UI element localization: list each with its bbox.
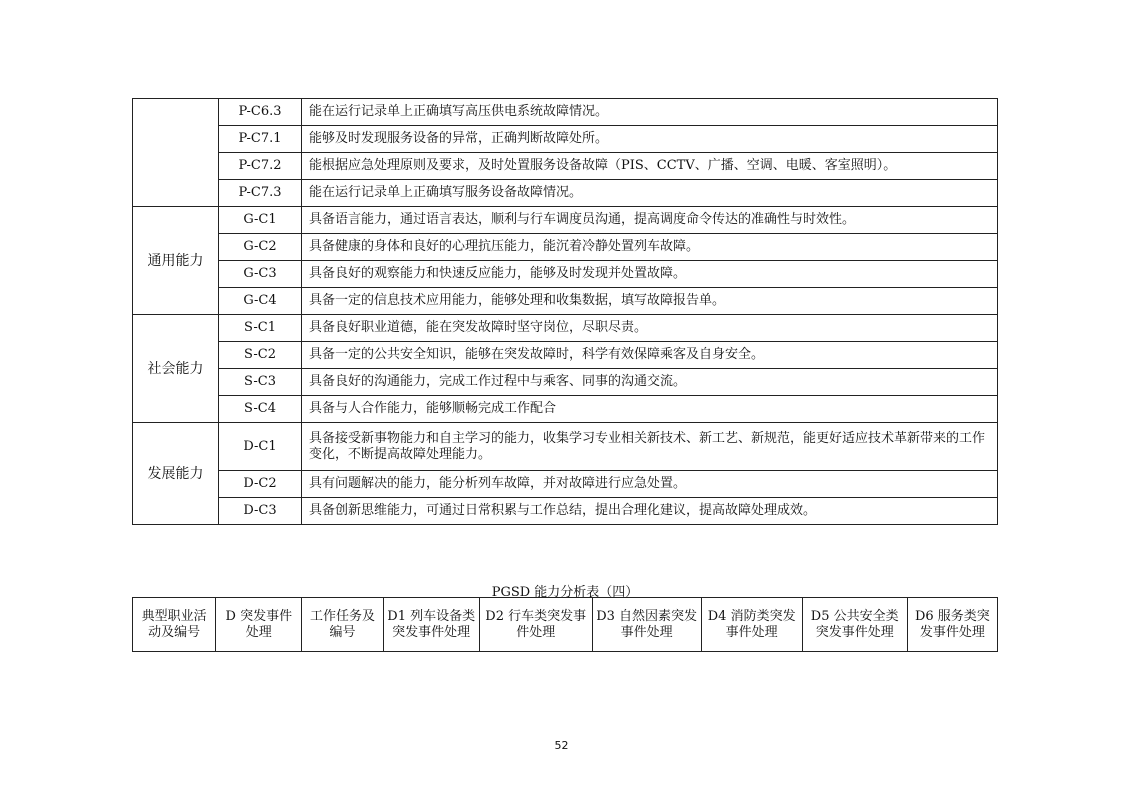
header-cell: D5 公共安全类突发事件处理 xyxy=(802,598,907,652)
description-cell: 具备健康的身体和良好的心理抗压能力，能沉着冷静处置列车故障。 xyxy=(302,234,998,261)
description-cell: 能在运行记录单上正确填写服务设备故障情况。 xyxy=(302,180,998,207)
description-cell: 能根据应急处理原则及要求，及时处置服务设备故障（PIS、CCTV、广播、空调、电暖、客室照明）。 xyxy=(302,153,998,180)
description-cell: 具备创新思维能力，可通过日常积累与工作总结，提出合理化建议，提高故障处理成效。 xyxy=(302,498,998,525)
table-row xyxy=(133,498,998,525)
table-row xyxy=(133,396,998,423)
header-cell: D6 服务类突发事件处理 xyxy=(907,598,997,652)
table-row xyxy=(133,315,998,342)
description-cell: 具备接受新事物能力和自主学习的能力，收集学习专业相关新技术、新工艺、新规范，能更好适应技术革新带来的工作变化，不断提高故障处理能力。 xyxy=(302,423,998,471)
table-row xyxy=(133,288,998,315)
header-cell: D3 自然因素突发事件处理 xyxy=(592,598,701,652)
category-cell-development: 发展能力 xyxy=(133,423,219,525)
code-cell: G-C4 xyxy=(219,288,302,315)
table-row xyxy=(133,180,998,207)
header-row xyxy=(133,598,998,652)
code-cell: D-C1 xyxy=(219,423,302,471)
header-cell: 典型职业活动及编号 xyxy=(133,598,216,652)
description-cell: 具备良好的沟通能力，完成工作过程中与乘客、同事的沟通交流。 xyxy=(302,369,998,396)
description-cell: 具备良好的观察能力和快速反应能力，能够及时发现并处置故障。 xyxy=(302,261,998,288)
header-cell: D 突发事件处理 xyxy=(216,598,302,652)
code-cell: G-C3 xyxy=(219,261,302,288)
description-cell: 具备良好职业道德，能在突发故障时坚守岗位，尽职尽责。 xyxy=(302,315,998,342)
category-cell-social: 社会能力 xyxy=(133,315,219,423)
pgsd-analysis-table xyxy=(132,597,998,652)
code-cell: S-C4 xyxy=(219,396,302,423)
description-cell: 具备一定的公共安全知识，能够在突发故障时，科学有效保障乘客及自身安全。 xyxy=(302,342,998,369)
table-row xyxy=(133,342,998,369)
table-row xyxy=(133,153,998,180)
code-cell: S-C2 xyxy=(219,342,302,369)
header-cell: D2 行车类突发事件处理 xyxy=(479,598,592,652)
table-caption: PGSD 能力分析表（四） xyxy=(491,585,639,600)
code-cell: G-C2 xyxy=(219,234,302,261)
table-row xyxy=(133,126,998,153)
table-row xyxy=(133,369,998,396)
code-cell: S-C3 xyxy=(219,369,302,396)
header-cell: D4 消防类突发事件处理 xyxy=(701,598,802,652)
code-cell: D-C2 xyxy=(219,471,302,498)
description-cell: 具备一定的信息技术应用能力，能够处理和收集数据，填写故障报告单。 xyxy=(302,288,998,315)
table-row xyxy=(133,261,998,288)
description-cell: 能够及时发现服务设备的异常，正确判断故障处所。 xyxy=(302,126,998,153)
description-cell: 具备与人合作能力，能够顺畅完成工作配合 xyxy=(302,396,998,423)
category-cell-general: 通用能力 xyxy=(133,207,219,315)
table-row xyxy=(133,207,998,234)
page-number: 52 xyxy=(554,739,569,752)
code-cell: P-C7.3 xyxy=(219,180,302,207)
table-row xyxy=(133,234,998,261)
table-row xyxy=(133,423,998,471)
header-cell: 工作任务及编号 xyxy=(302,598,383,652)
code-cell: P-C7.1 xyxy=(219,126,302,153)
code-cell: P-C6.3 xyxy=(219,99,302,126)
code-cell: P-C7.2 xyxy=(219,153,302,180)
code-cell: G-C1 xyxy=(219,207,302,234)
code-cell: S-C1 xyxy=(219,315,302,342)
code-cell: D-C3 xyxy=(219,498,302,525)
description-cell: 具有问题解决的能力，能分析列车故障，并对故障进行应急处置。 xyxy=(302,471,998,498)
header-cell: D1 列车设备类突发事件处理 xyxy=(383,598,479,652)
description-cell: 具备语言能力，通过语言表达，顺利与行车调度员沟通，提高调度命令传达的准确性与时效性。 xyxy=(302,207,998,234)
category-cell-professional xyxy=(133,99,219,207)
description-cell: 能在运行记录单上正确填写高压供电系统故障情况。 xyxy=(302,99,998,126)
table-row xyxy=(133,99,998,126)
capability-table xyxy=(132,98,998,525)
table-row xyxy=(133,471,998,498)
